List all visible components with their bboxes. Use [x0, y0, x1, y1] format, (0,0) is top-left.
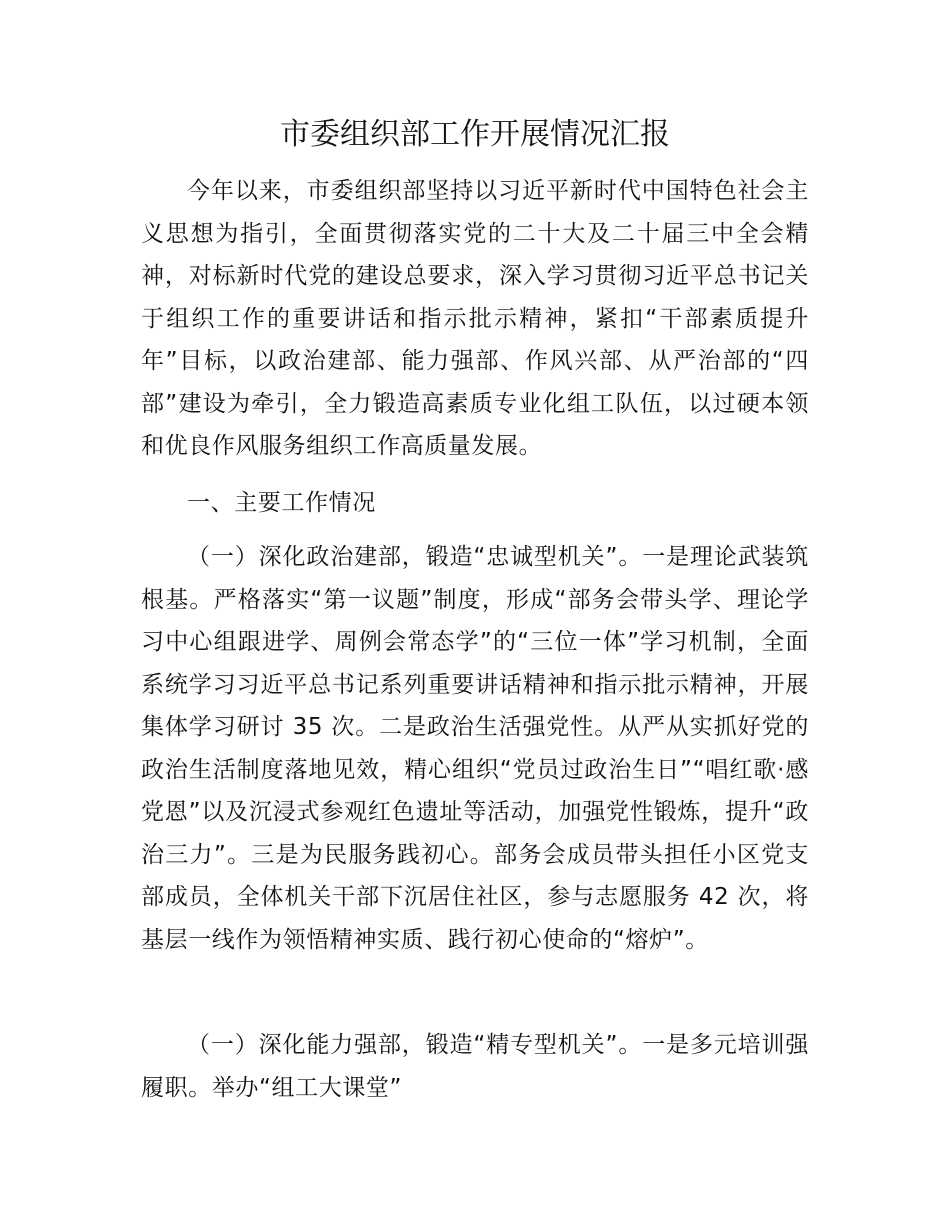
intro-paragraph: 今年以来，市委组织部坚持以习近平新时代中国特色社会主义思想为指引，全面贯彻落实党的二十大及二十届三中全会精神，对标新时代党的建设总要求，深入学习贯彻习近平总书记关于组织工作的重要讲话和指示批示精神，紧扣“干部素质提升年”目标，以政治建部、能力强部、作风兴部、从严治部的“四部”建设为牵引，全力锻造高素质专业化组工队伍，以过硬本领和优良作风服务组织工作高质量发展。 [141, 178, 809, 459]
section-political-paragraph: （一）深化政治建部，锻造“忠诚型机关”。一是理论武装筑根基。严格落实“第一议题”制度，形成“部务会带头学、理论学习中心组跟进学、周例会常态学”的“三位一体”学习机制，全面系统学习习近平总书记系列重要讲话精神和指示批示精神，开展集体学习研讨 35 次。二是政治生活强党性。从严从实抓好党的政治生活制度落地见效，精心组织“党员过政治生日”“唱红歌·感党恩”以及沉浸式参观红色遗址等活动，加强党性锻炼，提升“政治三力”。三是为民服务践初心。部务会成员带头担任小区党支部成员，全体机关干部下沉居住社区，参与志愿服务 42 次，将基层一线作为领悟精神实质、践行初心使命的“熔炉”。 [141, 544, 809, 953]
document-title: 市委组织部工作开展情况汇报 [280, 117, 670, 152]
section-heading: 一、主要工作情况 [187, 490, 376, 516]
section-ability-paragraph: （一）深化能力强部，锻造“精专型机关”。一是多元培训强履职。举办“组工大课堂” [141, 1032, 809, 1101]
